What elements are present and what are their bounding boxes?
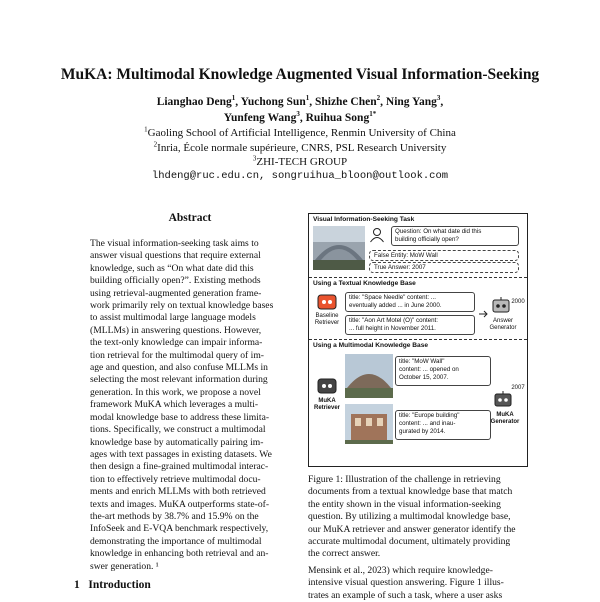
true-answer-box: True Answer: 2007 bbox=[369, 262, 519, 273]
question-line: Question: On what date did this bbox=[395, 228, 482, 235]
doc-line: gurated by 2014. bbox=[399, 427, 446, 435]
panel-divider bbox=[309, 277, 527, 278]
caption-line: accurate multimodal document, ultimately providing bbox=[308, 536, 511, 548]
caption-line: documents from a textual knowledge base that match bbox=[308, 486, 513, 498]
author-name: Yunfeng Wang bbox=[223, 112, 297, 124]
aff-sup: 2 bbox=[153, 140, 158, 149]
user-icon bbox=[369, 227, 385, 243]
author-sup: 3 bbox=[296, 110, 300, 119]
abstract-line: knowledge, such as “On what date did this bbox=[90, 262, 254, 274]
panel-title-multimodal: Using a Multimodal Knowledge Base bbox=[313, 342, 429, 349]
abstract-line: knowledge base by automatically pairing im- bbox=[90, 436, 264, 448]
doc-line: October 15, 2007. bbox=[399, 373, 449, 381]
author-emails: lhdeng@ruc.edu.cn, songruihua_bloon@outlook.com bbox=[151, 170, 449, 182]
abstract-heading: Abstract bbox=[168, 212, 212, 224]
aff-text: Gaoling School of Artificial Intelligence, Renmin University of China bbox=[147, 127, 456, 139]
aff-text: ZHI-TECH GROUP bbox=[256, 156, 348, 168]
figure-1 bbox=[308, 213, 528, 467]
affiliation-2 bbox=[0, 142, 600, 154]
author-name: Yuchong Sun bbox=[240, 96, 306, 108]
europe-building-photo bbox=[345, 404, 393, 444]
abstract-line: selecting the most relevant information during bbox=[90, 374, 268, 386]
caption-line: the entity shown in the visual information-seeking bbox=[308, 498, 501, 510]
text-doc-aon bbox=[345, 315, 475, 335]
aff-sup: 3 bbox=[252, 154, 257, 163]
baseline-answer: 2000 bbox=[511, 299, 525, 305]
abstract-line: answer visual questions that require external bbox=[90, 250, 261, 262]
doc-line: content: ... opened on bbox=[399, 365, 459, 373]
author-line-2: Yunfeng Wang$^3$, Ruihua Song$^{1*}$ bbox=[223, 110, 377, 124]
caption-line: Figure 1: Illustration of the challenge in retrieving bbox=[308, 474, 501, 485]
author-sup: 1 bbox=[231, 94, 236, 103]
aff-sup: 1 bbox=[144, 125, 148, 134]
body-line: intensive visual question answering. Figure 1 illus- bbox=[308, 577, 504, 589]
doc-line: title: "Europe building" bbox=[399, 412, 460, 419]
abstract-line: demonstrating the importance of multimodal bbox=[90, 535, 262, 547]
abstract-line: tions. Specifically, we construct a multimodal bbox=[90, 424, 266, 436]
abstract-line: work primarily rely on textual knowledge bases bbox=[90, 300, 274, 312]
affiliation-3 bbox=[0, 156, 600, 168]
abstract-line: modal knowledge base to address these limita- bbox=[90, 411, 270, 423]
label-line: Retriever bbox=[313, 405, 340, 411]
label-line: Generator bbox=[490, 419, 520, 425]
caption-line: question. By utilizing a multimodal knowledge base, bbox=[308, 511, 511, 523]
false-entity-box: False Entity: MoW Wall bbox=[369, 250, 519, 261]
section-heading-introduction bbox=[74, 579, 151, 591]
doc-line: ... full height in November 2011. bbox=[349, 324, 436, 332]
muka-generator-label bbox=[485, 412, 525, 426]
question-box bbox=[391, 226, 519, 246]
abstract-line: knowledge in enhancing both retrieval and an- bbox=[90, 548, 269, 560]
author-sup: 2 bbox=[376, 94, 381, 103]
doc-line: content: ... and inau- bbox=[399, 419, 456, 427]
abstract-line: tion to effectively retrieve multimodal docu- bbox=[90, 473, 261, 485]
abstract-line: texts and images. MuKA outperforms state-of- bbox=[90, 498, 270, 510]
baseline-retriever-icon bbox=[317, 294, 337, 312]
label-line: MuKA bbox=[496, 412, 514, 418]
panel-title-textual: Using a Textual Knowledge Base bbox=[313, 280, 416, 287]
abstract-body bbox=[90, 238, 294, 573]
building-photo-query bbox=[313, 226, 365, 270]
muka-retriever-label bbox=[309, 398, 345, 412]
mm-doc-europe-building bbox=[395, 410, 491, 440]
abstract-line: ages with text passages in existing datasets. We bbox=[90, 448, 272, 460]
abstract-line: building officially open?”. Existing methods bbox=[90, 275, 261, 287]
abstract-line: swer generation. ¹ bbox=[90, 560, 159, 572]
mm-doc-mow-wall bbox=[395, 356, 491, 386]
author-name: Ning Yang bbox=[385, 96, 437, 108]
label-line: Retriever bbox=[314, 320, 340, 326]
mow-wall-photo bbox=[345, 354, 393, 398]
author-name: Ruihua Song bbox=[305, 112, 370, 124]
muka-generator-robot-icon bbox=[493, 390, 513, 410]
author-name: Lianghao Deng bbox=[156, 96, 232, 108]
label-line: MuKA bbox=[318, 398, 336, 404]
body-line: trates an example of such a task, where a user asks bbox=[308, 589, 503, 601]
answer-generator-label bbox=[483, 318, 523, 332]
baseline-retriever-label bbox=[309, 313, 345, 327]
section-title: Introduction bbox=[88, 579, 151, 591]
abstract-line: then design a fine-grained multimodal interac- bbox=[90, 461, 269, 473]
doc-line: title: "Space Needle" content: ... bbox=[349, 294, 436, 301]
abstract-line: (MLLMs) in answering questions. However, bbox=[90, 324, 262, 336]
abstract-line: InfoSeek and E-VQA benchmark respectively, bbox=[90, 523, 269, 535]
label-line: Baseline bbox=[315, 313, 339, 319]
arrow-right-icon bbox=[479, 310, 489, 318]
aff-text: Inria, École normale supérieure, CNRS, PSL Research University bbox=[157, 142, 447, 154]
abstract-line: the text-only knowledge can impair informa- bbox=[90, 337, 263, 349]
abstract-line: using retrieval-augmented generation frame- bbox=[90, 287, 262, 299]
affiliation-1 bbox=[0, 127, 600, 139]
abstract-line: ments and enrich MLLMs with both retrieved bbox=[90, 486, 266, 498]
abstract-line: age and question, and also confuse MLLMs in bbox=[90, 362, 268, 374]
doc-line: title: "Aon Art Motel (O)" content: bbox=[349, 317, 438, 324]
introduction-body-right bbox=[308, 565, 530, 602]
panel-divider bbox=[309, 339, 527, 340]
abstract-line: framework MuKA which leverages a multi- bbox=[90, 399, 259, 411]
paper-title: MuKA: Multimodal Knowledge Augmented Visual Information-Seeking bbox=[60, 66, 540, 83]
author-sup: 1* bbox=[369, 110, 377, 119]
author-sup: 1 bbox=[305, 94, 310, 103]
label-line: Answer bbox=[492, 318, 513, 324]
abstract-line: the-art methods by 38.7% and 15.9% on the bbox=[90, 510, 259, 522]
abstract-line: tion retrieval for the multimodal query of im- bbox=[90, 349, 264, 361]
answer-generator-robot-icon bbox=[491, 296, 511, 316]
label-line: Generator bbox=[489, 325, 517, 331]
muka-retriever-icon bbox=[317, 378, 337, 396]
muka-answer: 2007 bbox=[511, 385, 525, 391]
author-name: Shizhe Chen bbox=[314, 96, 377, 108]
author-line-1: Lianghao Deng$^1$, Yuchong Sun$^1$, Shizhe Chen$^2$, Ning Yang$^3$, bbox=[156, 94, 444, 108]
figure-1-caption bbox=[308, 474, 530, 561]
panel-title-task: Visual Information-Seeking Task bbox=[313, 216, 415, 223]
abstract-line: The visual information-seeking task aims to bbox=[90, 238, 259, 249]
abstract-line: generation. In this work, we propose a novel bbox=[90, 386, 261, 398]
abstract-line: to assist multimodal large language models bbox=[90, 312, 256, 324]
section-number: 1 bbox=[74, 579, 80, 591]
caption-line: the correct answer. bbox=[308, 548, 381, 560]
doc-line: title: "MoW Wall" bbox=[399, 358, 445, 365]
text-doc-space-needle bbox=[345, 292, 475, 312]
body-line: Mensink et al., 2023) which require knowledge- bbox=[308, 565, 493, 576]
caption-line: our MuKA retriever and answer generator identify the bbox=[308, 523, 516, 535]
question-line: building officially open? bbox=[395, 235, 459, 243]
author-sup: 3 bbox=[436, 94, 441, 103]
doc-line: eventually added ... in June 2000. bbox=[349, 301, 442, 309]
